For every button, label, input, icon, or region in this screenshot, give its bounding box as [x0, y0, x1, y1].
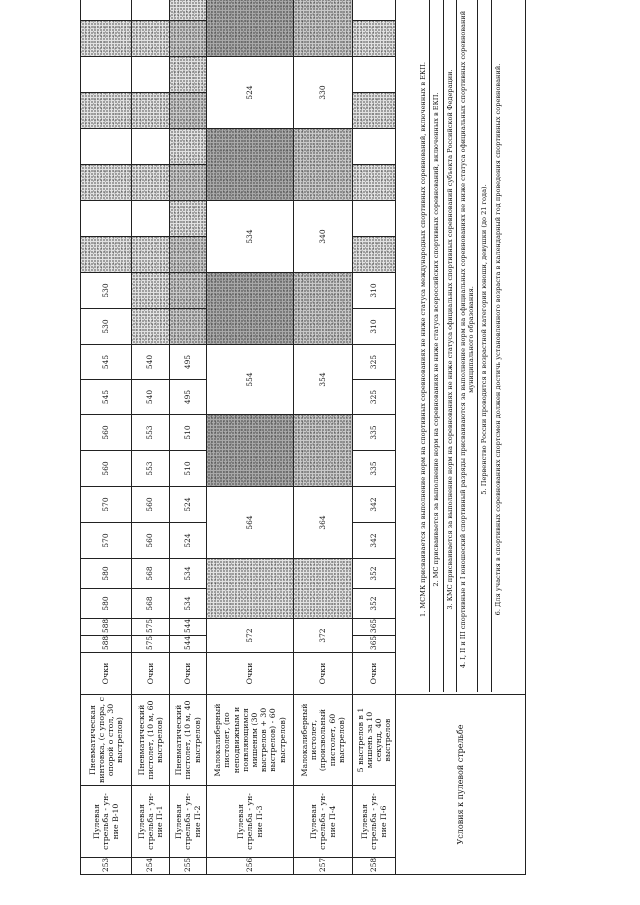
- shaded-cell: [294, 559, 353, 619]
- program-name: Малокалиберный пистолет, (по неподвижным и появляющимся мишеням (30 выстрелов + 30 выстрелов) - 60 выстрелов): [207, 695, 294, 786]
- empty-cell: [353, 0, 396, 21]
- shaded-cell: [132, 93, 170, 129]
- footer-row: [396, 0, 526, 875]
- unit-cell: Очки: [132, 653, 170, 695]
- shaded-cell: [207, 129, 294, 201]
- norm-value: 553: [132, 415, 170, 451]
- norm-value: 372: [294, 619, 353, 653]
- norm-value: 564: [207, 487, 294, 559]
- shaded-cell: [132, 237, 170, 273]
- norm-value: 588: [81, 636, 132, 653]
- shaded-cell: [170, 237, 207, 273]
- discipline-name: Пулевая стрельба - ун-ние В-10: [81, 786, 132, 858]
- norm-value: 570: [81, 523, 132, 559]
- note-item: 3. КМС присваивается за выполнение норм на соревнованиях не ниже статуса официальных спортивных соревнований субъекта Российской Федерации.: [444, 0, 457, 692]
- norm-value: 495: [170, 380, 207, 415]
- shaded-cell: [170, 57, 207, 93]
- shaded-cell: [170, 129, 207, 165]
- program-name: Пневматический пистолет, (10 м, 60 выстрелов): [132, 695, 170, 786]
- shaded-cell: [132, 273, 170, 309]
- shaded-cell: [132, 21, 170, 57]
- norm-value: 560: [81, 451, 132, 487]
- shaded-cell: [170, 201, 207, 237]
- norm-value: 352: [353, 589, 396, 619]
- norm-value: 534: [170, 559, 207, 589]
- shaded-cell: [294, 415, 353, 487]
- norm-value: 325: [353, 380, 396, 415]
- notes-cell: [396, 0, 526, 695]
- empty-cell: [81, 201, 132, 237]
- table-row: [294, 0, 353, 875]
- shaded-cell: [294, 0, 353, 57]
- norm-value: 560: [132, 523, 170, 559]
- shaded-cell: [170, 165, 207, 201]
- norm-value: 524: [207, 57, 294, 129]
- rotated-table-page: [80, 10, 527, 875]
- norm-value: 510: [170, 415, 207, 451]
- norm-value: 544: [170, 619, 207, 636]
- discipline-name: Пулевая стрельба - ун-ние П-1: [132, 786, 170, 858]
- shaded-cell: [294, 129, 353, 201]
- shaded-cell: [132, 165, 170, 201]
- norm-value: 335: [353, 415, 396, 451]
- discipline-name: Пулевая стрельба - ун-ние П-4: [294, 786, 353, 858]
- norm-value: 365: [353, 619, 396, 636]
- norm-value: 530: [81, 273, 132, 309]
- shaded-cell: [170, 0, 207, 21]
- norm-value: 325: [353, 345, 396, 380]
- shaded-cell: [81, 93, 132, 129]
- norm-value: 352: [353, 559, 396, 589]
- norm-value: 342: [353, 523, 396, 559]
- note-item: 5. Первенство России проводится в возрастной категории юноши, девушки (до 21 года).: [478, 0, 491, 692]
- row-number: 255: [170, 858, 207, 875]
- shaded-cell: [207, 0, 294, 57]
- norm-value: 588: [81, 619, 132, 636]
- norm-value: 580: [81, 559, 132, 589]
- row-number: 254: [132, 858, 170, 875]
- table-row: [81, 0, 132, 875]
- norm-value: 365: [353, 636, 396, 653]
- norm-value: 330: [294, 57, 353, 129]
- shaded-cell: [353, 93, 396, 129]
- table-row: [353, 0, 396, 875]
- norm-value: 342: [353, 487, 396, 523]
- norm-value: 554: [207, 345, 294, 415]
- program-name: Пневматическая винтовка, (с упора, с опорой о стол, 30 выстрелов): [81, 695, 132, 786]
- norm-value: 560: [132, 487, 170, 523]
- empty-cell: [81, 0, 132, 21]
- row-number: 256: [207, 858, 294, 875]
- program-name: 5 выстрелов в 1 мишень за 10 секунд, 40 выстрелов: [353, 695, 396, 786]
- shaded-cell: [294, 273, 353, 345]
- table-row: [132, 0, 170, 875]
- norm-value: 568: [132, 559, 170, 589]
- unit-cell: Очки: [81, 653, 132, 695]
- shaded-cell: [353, 165, 396, 201]
- norm-value: 560: [81, 415, 132, 451]
- note-item: 1. МСМК присваивается за выполнение норм на спортивных соревнованиях не ниже статуса международных спортивных соревнований, включенных в ЕКП.: [417, 0, 430, 692]
- norm-value: 530: [81, 309, 132, 345]
- empty-cell: [353, 57, 396, 93]
- norm-value: 510: [170, 451, 207, 487]
- norm-value: 540: [132, 380, 170, 415]
- empty-cell: [81, 129, 132, 165]
- table-row: [170, 0, 207, 875]
- note-item: 4. I, II и III спортивные и I юношеский спортивный разряды присваиваются за выполнение норм на официальных соревнованиях не ниже статуса официальных спортивных соревнований муниципального образования.: [457, 0, 478, 692]
- norm-value: 572: [207, 619, 294, 653]
- norm-value: 534: [170, 589, 207, 619]
- norm-value: 310: [353, 309, 396, 345]
- norm-value: 553: [132, 451, 170, 487]
- shaded-cell: [81, 21, 132, 57]
- empty-cell: [132, 0, 170, 21]
- norm-value: 364: [294, 487, 353, 559]
- norm-value: 354: [294, 345, 353, 415]
- norm-value: 568: [132, 589, 170, 619]
- unit-cell: Очки: [170, 653, 207, 695]
- shaded-cell: [132, 309, 170, 345]
- norm-value: 580: [81, 589, 132, 619]
- discipline-name: Пулевая стрельба - ун-ние П-3: [207, 786, 294, 858]
- table-row: [207, 0, 294, 875]
- unit-cell: Очки: [353, 653, 396, 695]
- row-number: 257: [294, 858, 353, 875]
- norm-value: 540: [132, 345, 170, 380]
- unit-cell: Очки: [207, 653, 294, 695]
- norm-value: 524: [170, 523, 207, 559]
- empty-cell: [81, 57, 132, 93]
- shaded-cell: [170, 273, 207, 309]
- conditions-label: Условия к пулевой стрельбе: [396, 695, 526, 875]
- norm-value: 545: [81, 345, 132, 380]
- note-item: 2. МС присваивается за выполнение норм на соревнованиях не ниже статуса всероссийских спортивных соревнований, включенных в ЕКП.: [430, 0, 443, 692]
- discipline-name: Пулевая стрельба - ун-ние П-6: [353, 786, 396, 858]
- empty-cell: [132, 201, 170, 237]
- shaded-cell: [353, 21, 396, 57]
- norm-value: 495: [170, 345, 207, 380]
- norm-value: 534: [207, 201, 294, 273]
- program-name: Пневматический пистолет, (10 м, 40 выстрелов): [170, 695, 207, 786]
- shaded-cell: [81, 165, 132, 201]
- norm-value: 545: [81, 380, 132, 415]
- norm-value: 570: [81, 487, 132, 523]
- empty-cell: [353, 129, 396, 165]
- norm-value: 575: [132, 619, 170, 636]
- norm-value: 335: [353, 451, 396, 487]
- shaded-cell: [81, 237, 132, 273]
- shaded-cell: [353, 237, 396, 273]
- norm-value: 575: [132, 636, 170, 653]
- standards-table: [80, 0, 526, 875]
- shaded-cell: [207, 415, 294, 487]
- program-name: Малокалиберный пистолет, (произвольный пистолет, 60 выстрелов): [294, 695, 353, 786]
- row-number: 253: [81, 858, 132, 875]
- norm-value: 544: [170, 636, 207, 653]
- norm-value: 340: [294, 201, 353, 273]
- shaded-cell: [207, 273, 294, 345]
- empty-cell: [132, 129, 170, 165]
- shaded-cell: [207, 559, 294, 619]
- row-number: 258: [353, 858, 396, 875]
- note-item: 6. Для участия в спортивных соревнованиях спортсмен должен достичь установленного возраста в календарный год проведения спортивных соревнований.: [493, 63, 502, 616]
- empty-cell: [353, 201, 396, 237]
- unit-cell: Очки: [294, 653, 353, 695]
- shaded-cell: [170, 309, 207, 345]
- shaded-cell: [170, 93, 207, 129]
- shaded-cell: [170, 21, 207, 57]
- norm-value: 524: [170, 487, 207, 523]
- empty-cell: [132, 57, 170, 93]
- discipline-name: Пулевая стрельба - ун-ние П-2: [170, 786, 207, 858]
- norm-value: 310: [353, 273, 396, 309]
